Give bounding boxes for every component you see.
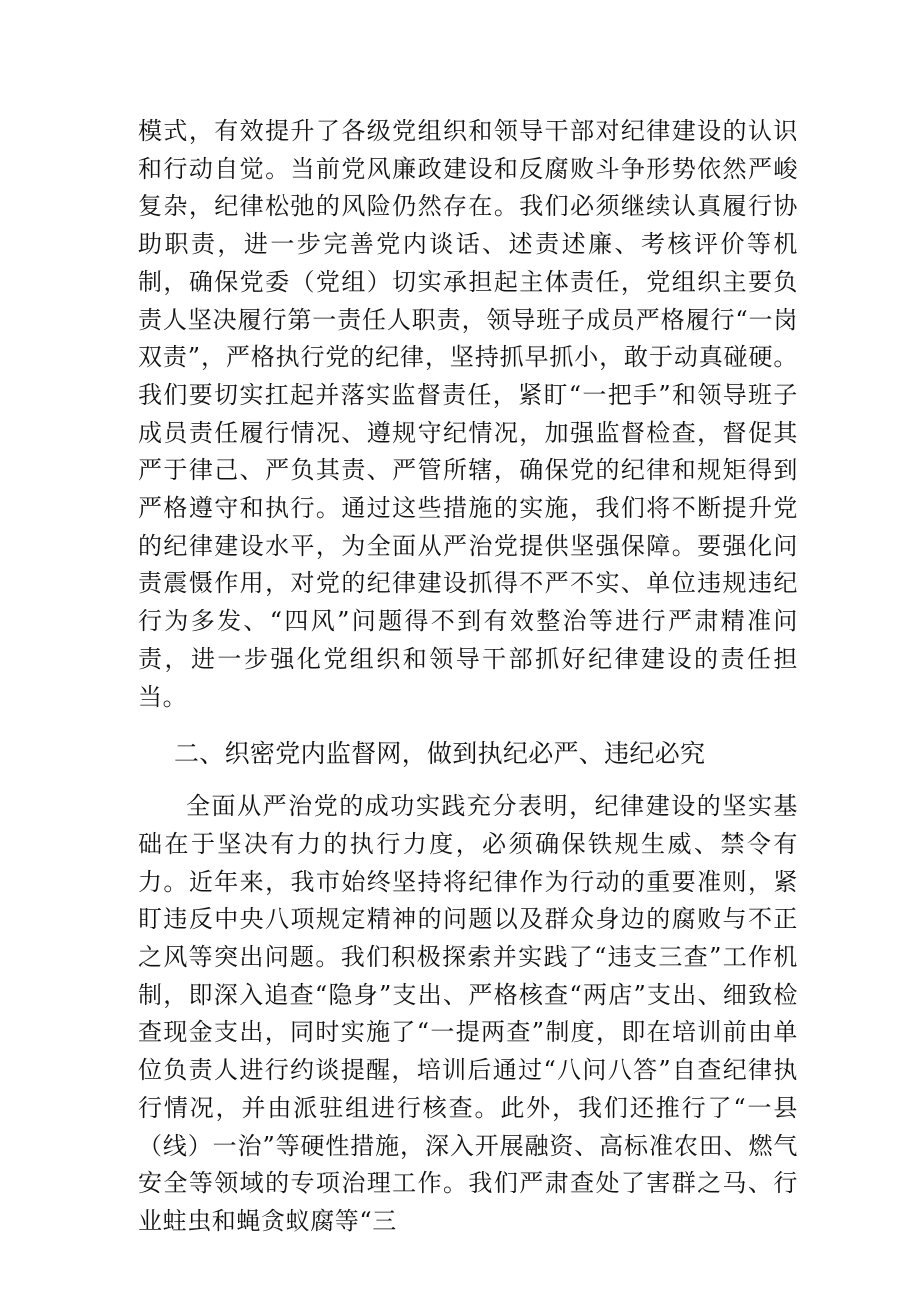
body-paragraph-2: 全面从严治党的成功实践充分表明，纪律建设的坚实基础在于坚决有力的执行力度，必须确保铁规生威、禁令有力。近年来，我市始终坚持将纪律作为行动的重要准则，紧盯违反中央八项规定精神的问题以及群众身边的腐败与不正之风等突出问题。我们积极探索并实践了“违支三查”工作机制，即深入追查“隐身”支出、严格核查“两店”支出、细致检查现金支出，同时实施了“一提两查”制度，即在培训前由单位负责人进行约谈提醒，培训后通过“八问八答”自查纪律执行情况，并由派驻组进行核查。此外，我们还推行了“一县（线）一治”等硬性措施，深入开展融资、高标准农田、燃气安全等领域的专项治理工作。我们严肃查处了害群之马、行业蛀虫和蝇贪蚁腐等“三 bbox=[138, 792, 798, 1235]
document-body bbox=[138, 113, 798, 1241]
section-heading-2: 二、织密党内监督网，做到执纪必严、违纪必究 bbox=[174, 739, 706, 769]
body-paragraph-1: 模式，有效提升了各级党组织和领导干部对纪律建设的认识和行动自觉。当前党风廉政建设和反腐败斗争形势依然严峻复杂，纪律松弛的风险仍然存在。我们必须继续认真履行协助职责，进一步完善党内谈话、述责述廉、考核评价等机制，确保党委（党组）切实承担起主体责任，党组织主要负责人坚决履行第一责任人职责，领导班子成员严格履行“一岗双责”，严格执行党的纪律，坚持抓早抓小，敢于动真碰硬。我们要切实扛起并落实监督责任，紧盯“一把手”和领导班子成员责任履行情况、遵规守纪情况，加强监督检查，督促其严于律己、严负其责、严管所辖，确保党的纪律和规矩得到严格遵守和执行。通过这些措施的实施，我们将不断提升党的纪律建设水平，为全面从严治党提供坚强保障。要强化问责震慑作用，对党的纪律建设抓得不严不实、单位违规违纪行为多发、“四风”问题得不到有效整治等进行严肃精准问责，进一步强化党组织和领导干部抓好纪律建设的责任担当。 bbox=[138, 117, 798, 711]
